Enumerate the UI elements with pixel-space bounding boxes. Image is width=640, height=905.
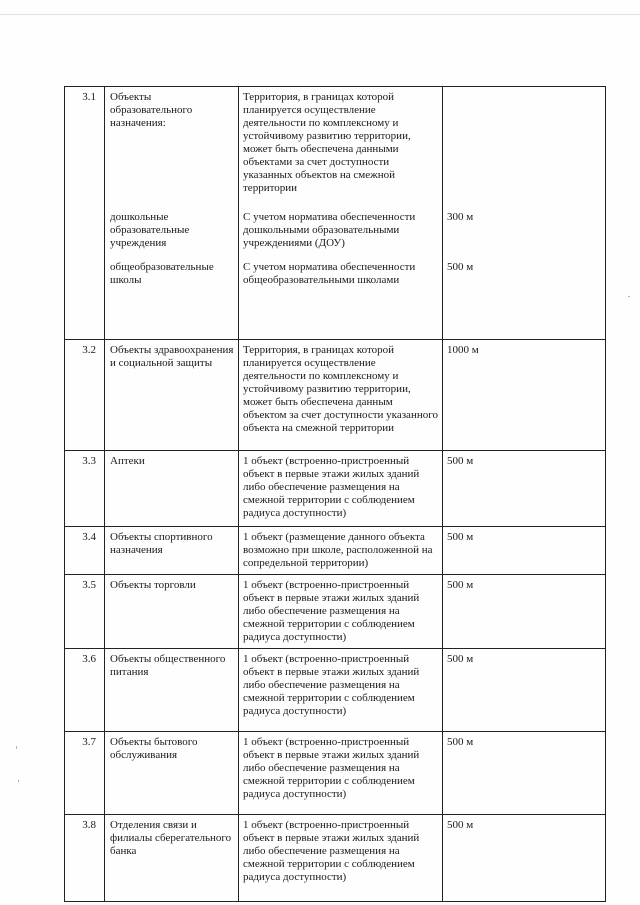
table-row xyxy=(65,575,606,649)
scan-speck xyxy=(16,746,17,749)
object-name: Объекты спортивного назначения xyxy=(105,527,239,575)
scan-speck xyxy=(18,780,19,782)
description: 1 объект (встроенно-пристроенный объект в первые этажи жилых зданий либо обеспечение размещения на смежной территории с соблюдением радиуса доступности) xyxy=(239,451,443,527)
distance-value: 500 м xyxy=(443,575,606,649)
row-number: 3.6 xyxy=(65,649,105,732)
distance-value: 500 м xyxy=(443,527,606,575)
sub-distance-value: 300 м xyxy=(447,211,474,223)
table-row xyxy=(65,815,606,902)
description: 1 объект (встроенно-пристроенный объект в первые этажи жилых зданий либо обеспечение размещения на смежной территории с соблюдением радиуса доступности) xyxy=(239,815,443,902)
object-name: Отделения связи и филиалы сберегательного банка xyxy=(105,815,239,902)
description-cell xyxy=(239,87,443,340)
row-number: 3.3 xyxy=(65,451,105,527)
object-name: Аптеки xyxy=(105,451,239,527)
distance-cell xyxy=(443,87,606,340)
object-name: Объекты здравоохранения и социальной защиты xyxy=(105,340,239,451)
row-number: 3.1 xyxy=(65,87,105,340)
sub-description: С учетом норматива обеспеченности общеобразовательными школами xyxy=(243,261,416,286)
scan-top-edge xyxy=(0,14,640,15)
distance-value: 1000 м xyxy=(443,340,606,451)
distance-value: 500 м xyxy=(443,732,606,815)
row-number: 3.5 xyxy=(65,575,105,649)
description: 1 объект (встроенно-пристроенный объект в первые этажи жилых зданий либо обеспечение размещения на смежной территории с соблюдением радиуса доступности) xyxy=(239,575,443,649)
row-number: 3.8 xyxy=(65,815,105,902)
table-row xyxy=(65,527,606,575)
table-row xyxy=(65,451,606,527)
row-number: 3.2 xyxy=(65,340,105,451)
distance-value: 500 м xyxy=(443,815,606,902)
row-number: 3.7 xyxy=(65,732,105,815)
scan-speck xyxy=(628,296,630,297)
sub-object-name: дошкольные образовательные учреждения xyxy=(110,211,190,249)
sub-distance-value: 500 м xyxy=(447,261,474,273)
object-name: Объекты образовательного назначения: xyxy=(110,91,193,129)
description: Территория, в границах которой планируется осуществление деятельности по комплексному и устойчивому развитию территории, может быть обеспечена данным объектом за счет доступности указанного объекта на смежной территории xyxy=(239,340,443,451)
description: 1 объект (встроенно-пристроенный объект в первые этажи жилых зданий либо обеспечение размещения на смежной территории с соблюдением радиуса доступности) xyxy=(239,649,443,732)
description: 1 объект (встроенно-пристроенный объект в первые этажи жилых зданий либо обеспечение размещения на смежной территории с соблюдением радиуса доступности) xyxy=(239,732,443,815)
distance-value: 500 м xyxy=(443,649,606,732)
description: 1 объект (размещение данного объекта возможно при школе, расположенной на сопредельной территории) xyxy=(239,527,443,575)
description: Территория, в границах которой планируется осуществление деятельности по комплексному и устойчивому развитию территории, может быть обеспечена данными объектами за счет доступности указанных объектов на смежной территории xyxy=(243,91,411,194)
table-row xyxy=(65,732,606,815)
standards-table xyxy=(64,86,606,902)
object-name-cell xyxy=(105,87,239,340)
row-number: 3.4 xyxy=(65,527,105,575)
object-name: Объекты торговли xyxy=(105,575,239,649)
object-name: Объекты общественного питания xyxy=(105,649,239,732)
table-row xyxy=(65,340,606,451)
table-row xyxy=(65,649,606,732)
sub-object-name: общеобразовательные школы xyxy=(110,261,214,286)
object-name: Объекты бытового обслуживания xyxy=(105,732,239,815)
sub-description: С учетом норматива обеспеченности дошкольными образовательными учреждениями (ДОУ) xyxy=(243,211,416,249)
distance-value: 500 м xyxy=(443,451,606,527)
table-row xyxy=(65,87,606,340)
